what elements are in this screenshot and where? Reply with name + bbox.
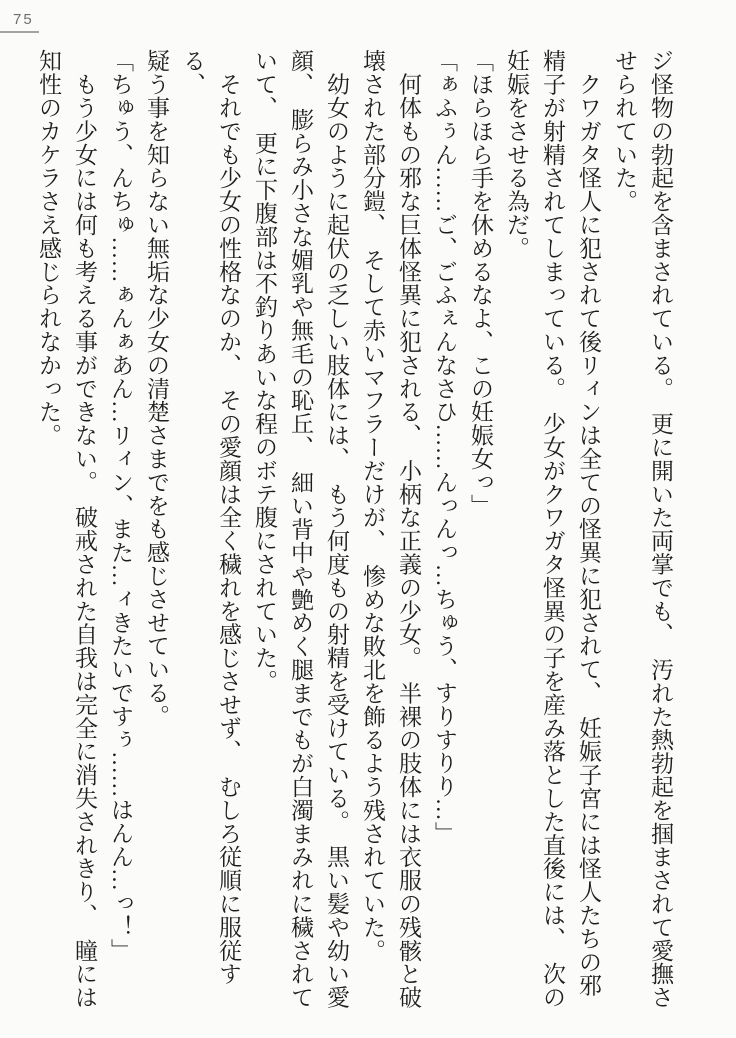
text-column: 壊された部分鎧、 そして赤いマフラーだけが、 惨めな敗北を飾るよう残されていた。 — [360, 49, 385, 962]
text-column: いて、 更に下腹部は不釣りあいな程のボテ腹にされていた。 — [252, 49, 277, 693]
page-number: 75 — [13, 11, 34, 28]
text-column: 幼女のように起伏の乏しい肢体には、 もう何度もの射精を受けている。 黒い髪や幼い愛 — [324, 49, 349, 1009]
text-block — [30, 49, 678, 1019]
text-column: 「ぁふぅん……ご、ごふぇんなさひ……んっんっ…ちゅう、すりすりり…」 — [432, 49, 457, 845]
text-column: 疑う事を知らない無垢な少女の清楚さまでをも感じさせている。 — [144, 49, 169, 728]
text-column: 精子が射精されてしまっている。 少女がクワガタ怪異の子を産み落とした直後には、 次の — [540, 49, 565, 1009]
text-column: 妊娠をさせる為だ。 — [504, 49, 529, 260]
text-column: クワガタ怪人に犯されて後リィンは全ての怪異に犯されて、 妊娠子宮には怪人たちの邪 — [576, 49, 601, 997]
text-column: もう少女には何も考える事ができない。 破戒された自我は完全に消失されきり、 瞳には — [72, 49, 97, 1009]
text-column: ジ怪物の勃起を含まされている。 更に開いた両掌でも、 汚れた熱勃起を掴まされて愛撫さ — [648, 49, 673, 1009]
text-column: 知性のカケラさえ感じられなかった。 — [36, 49, 61, 447]
text-column: それでも少女の性格なのか、 その愛顔は全く穢れを感じさせず、 むしろ従順に服従する、 — [180, 49, 241, 986]
text-column: 「ほらほら手を休めるなよ、この妊娠女っ」 — [468, 49, 493, 517]
text-column: せられていた。 — [612, 49, 637, 213]
text-column: 「ちゅう、んちゅ……ぁんぁあん…リィン、また…ィきたいですぅ……はんん…っ！」 — [108, 49, 133, 962]
page-number-rule — [0, 31, 39, 33]
text-column: 顔、 膨らみ小さな媚乳や無毛の恥丘、 細い背中や艶めく腿までもが白濁まみれに穢されて — [288, 49, 313, 1009]
text-column: 何体もの邪な巨体怪異に犯される、 小柄な正義の少女。 半裸の肢体には衣服の残骸と破 — [396, 49, 421, 1009]
